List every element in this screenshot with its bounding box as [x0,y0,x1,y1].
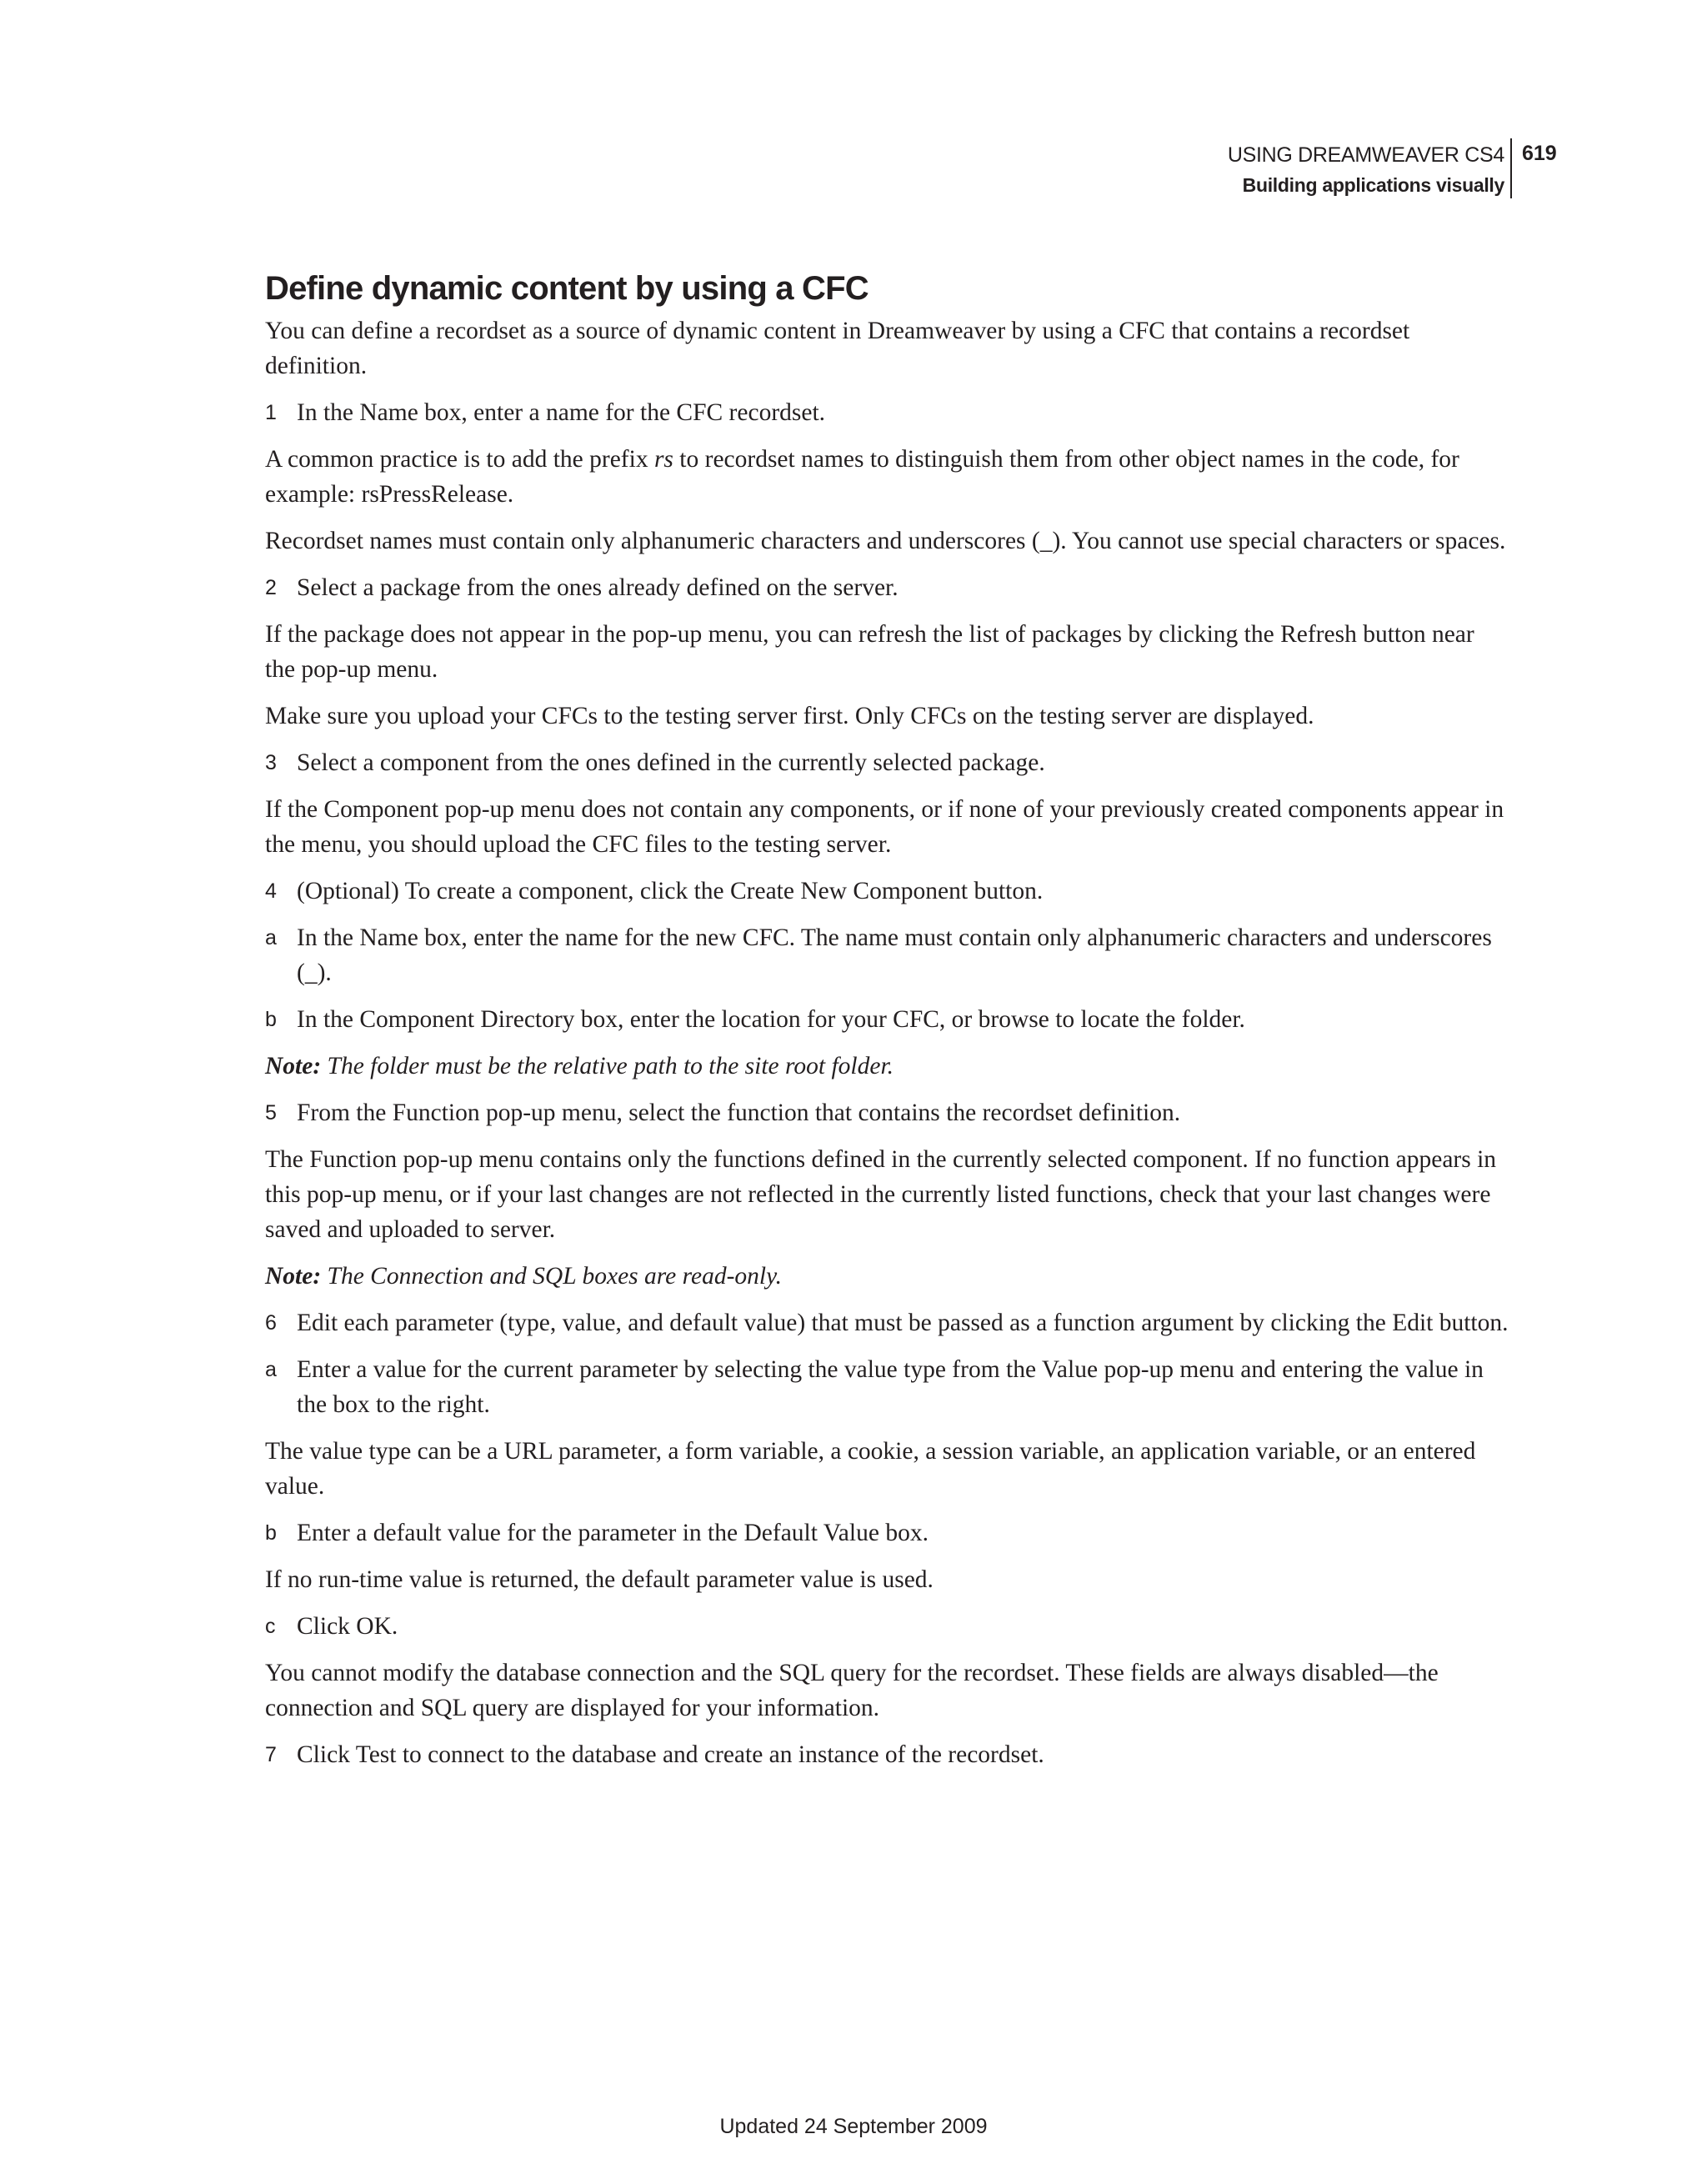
paragraph: Recordset names must contain only alphanumeric characters and underscores (_). You cannot use special characters or spaces. [265,528,1506,554]
numbered-step [265,745,1510,780]
step-number: 4 [265,879,277,903]
numbered-step [265,395,1510,430]
sub-step [265,920,1510,990]
numbered-step [265,874,1510,909]
note-text: The Connection and SQL boxes are read-only. [321,1263,782,1290]
emphasis-text: rs [653,446,673,473]
body-blocks [265,395,1510,1772]
step-number: b [265,1008,277,1031]
section-title: Define dynamic content by using a CFC [265,270,869,307]
sub-step [265,1515,1510,1550]
paragraph: If the Component pop-up menu does not contain any components, or if none of your previously created components appear in the menu, you should upload the CFC files to the testing server. [265,796,1504,858]
step-text: In the Name box, enter the name for the new CFC. The name must contain only alphanumeric characters and underscores (_). [297,924,1492,986]
note-label: Note: [265,1053,322,1079]
paragraph-text: A common practice is to add the prefix [265,446,654,473]
numbered-step [265,1095,1510,1130]
note-text: The folder must be the relative path to the site root folder. [321,1053,894,1079]
paragraph: The Function pop-up menu contains only the functions defined in the currently selected component. If no function appears in this pop-up menu, or if your last changes are not reflected in the currently listed functions, check that your last changes were saved and uploaded to server. [265,1146,1497,1243]
paragraph: If the package does not appear in the pop-up menu, you can refresh the list of packages by clicking the Refresh button near the pop-up menu. [265,621,1474,683]
paragraph: If no run-time value is returned, the default parameter value is used. [265,1566,934,1593]
sub-step [265,1002,1510,1037]
step-text: In the Name box, enter a name for the CFC recordset. [297,399,826,426]
paragraph: You cannot modify the database connection and the SQL query for the recordset. These fields are always disabled—the connection and SQL query are displayed for your information. [265,1660,1439,1721]
step-number: 2 [265,576,277,599]
step-number: c [265,1615,276,1638]
sub-step [265,1609,1510,1644]
step-text: Enter a default value for the parameter in the Default Value box. [297,1520,929,1546]
step-text: Select a component from the ones defined in the currently selected package. [297,749,1045,776]
step-number: 6 [265,1311,277,1335]
step-text: Select a package from the ones already defined on the server. [297,574,899,601]
step-number: 3 [265,751,277,774]
step-text: Click OK. [297,1613,398,1640]
sub-step [265,1352,1510,1422]
page-footer: Updated 24 September 2009 [719,2115,988,2138]
step-text: Click Test to connect to the database and create an instance of the recordset. [297,1741,1044,1768]
numbered-step [265,1305,1510,1340]
step-number: 5 [265,1101,277,1125]
step-number: a [265,926,277,949]
book-title: USING DREAMWEAVER CS4 [1227,143,1504,167]
step-number: 7 [265,1743,277,1766]
step-number: 1 [265,401,277,424]
step-text: From the Function pop-up menu, select the function that contains the recordset definition. [297,1100,1181,1126]
paragraph: Make sure you upload your CFCs to the testing server first. Only CFCs on the testing server are displayed. [265,703,1314,729]
running-header [1084,140,1504,200]
paragraph-text: to recordset names to distinguish them from other object names in the code, for example: rsPressRelease. [265,446,1459,508]
step-text: Edit each parameter (type, value, and default value) that must be passed as a function argument by clicking the Edit button. [297,1310,1509,1336]
numbered-step [265,570,1510,605]
note [265,1259,1510,1294]
step-number: a [265,1358,277,1381]
main-content [265,265,1510,1784]
step-text: Enter a value for the current parameter by selecting the value type from the Value pop-up menu and entering the value in the box to the right. [297,1356,1484,1418]
note-label: Note: [265,1263,322,1290]
step-text: In the Component Directory box, enter the location for your CFC, or browse to locate the folder. [297,1006,1245,1033]
header-divider [1510,138,1512,198]
section-intro: You can define a recordset as a source of dynamic content in Dreamweaver by using a CFC that contains a recordset definition. [265,318,1410,379]
paragraph: The value type can be a URL parameter, a form variable, a cookie, a session variable, an application variable, or an entered value. [265,1438,1476,1500]
chapter-title: Building applications visually [1242,174,1504,196]
paragraph [265,442,1510,512]
step-number: b [265,1521,277,1545]
step-text: (Optional) To create a component, click the Create New Component button. [297,878,1044,904]
page-number: 619 [1522,142,1557,165]
numbered-step [265,1737,1510,1772]
note [265,1049,1510,1084]
